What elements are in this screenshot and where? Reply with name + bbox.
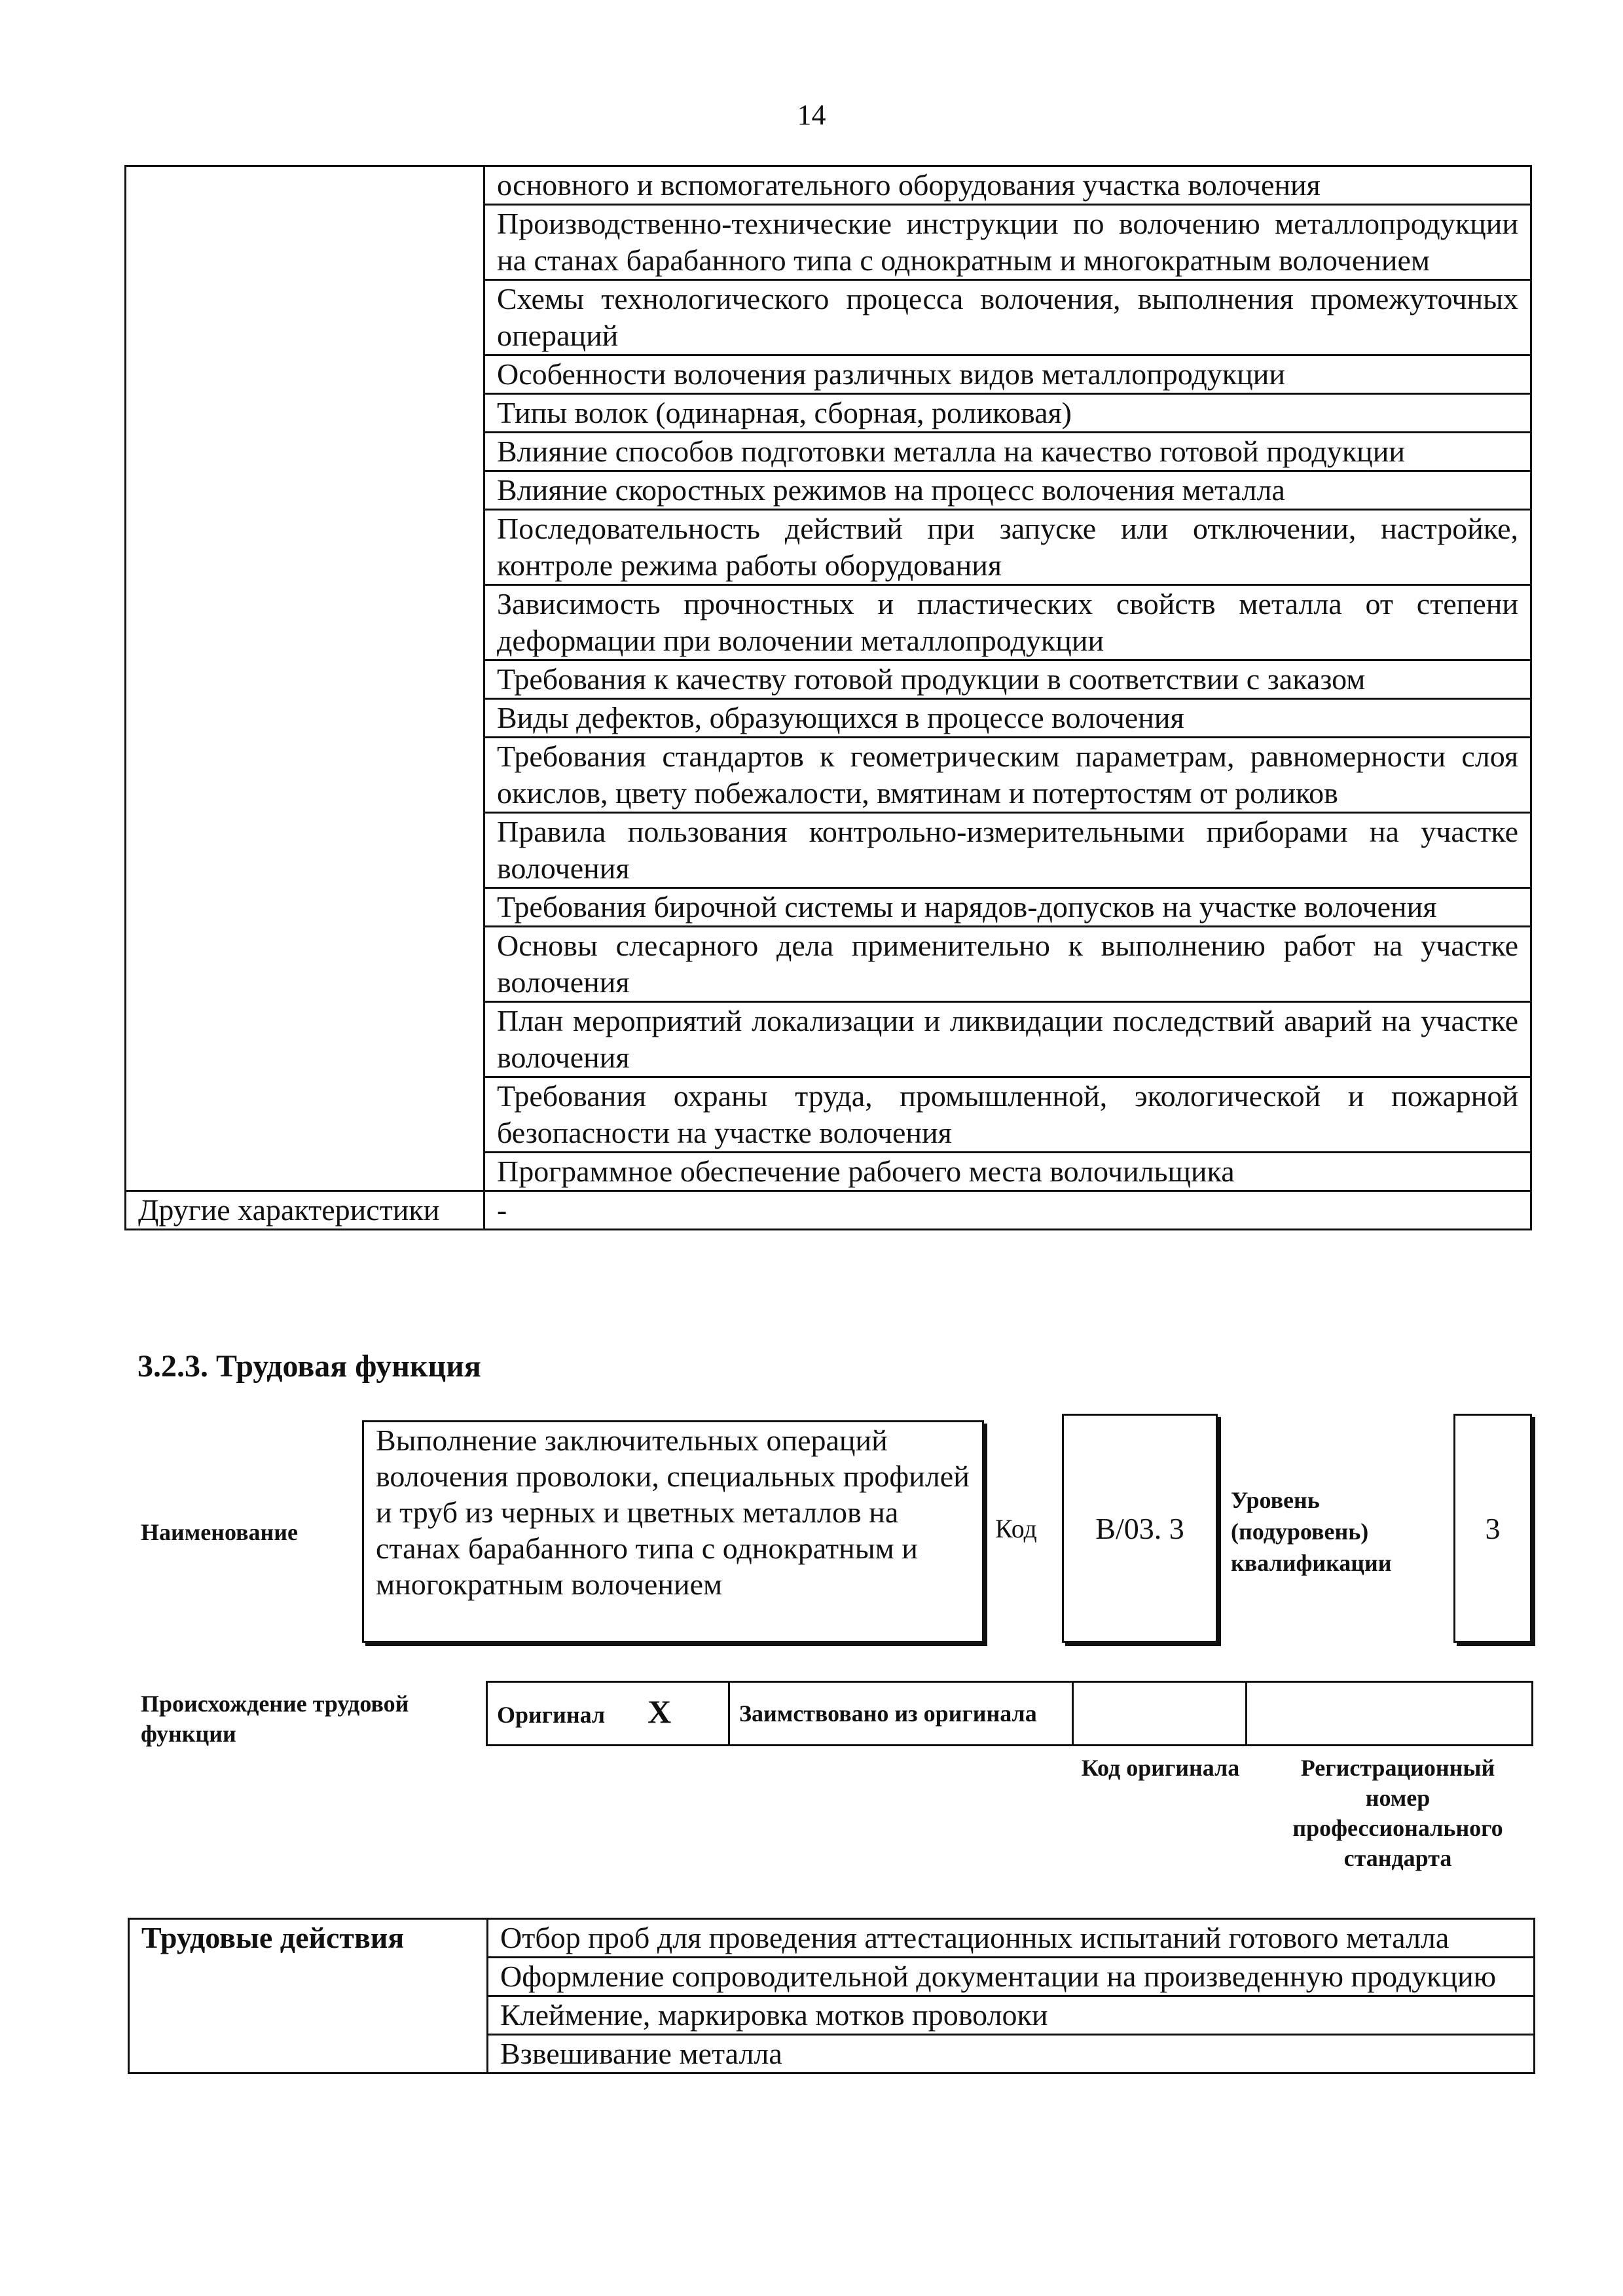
borrowed-cell: Заимствовано из оригинала bbox=[729, 1682, 1073, 1746]
original-mark: X bbox=[647, 1693, 672, 1730]
action-item: Оформление сопроводительной документации на произведенную продукцию bbox=[488, 1958, 1535, 1996]
actions-label: Трудовые действия bbox=[129, 1919, 488, 2073]
original-code-caption: Код оригинала bbox=[1081, 1755, 1240, 1781]
knowledge-item: Особенности волочения различных видов металлопродукции bbox=[484, 355, 1531, 394]
knowledge-item: Типы волок (одинарная, сборная, роликовая) bbox=[484, 394, 1531, 433]
knowledge-item: Схемы технологического процесса волочения, выполнения промежуточных операций bbox=[484, 280, 1531, 355]
knowledge-item: основного и вспомогательного оборудования участка волочения bbox=[484, 166, 1531, 205]
knowledge-item: Влияние скоростных режимов на процесс волочения металла bbox=[484, 471, 1531, 510]
knowledge-item: Программное обеспечение рабочего места волочильщика bbox=[484, 1153, 1531, 1191]
knowledge-item: Производственно-технические инструкции по волочению металлопродукции на станах барабанного типа с однократным и многократным волочением bbox=[484, 205, 1531, 280]
knowledge-item: Требования к качеству готовой продукции в соответствии с заказом bbox=[484, 660, 1531, 699]
qualification-level-label: Уровень (подуровень) квалификации bbox=[1231, 1487, 1392, 1576]
table-row bbox=[126, 166, 1531, 205]
knowledge-item: Влияние способов подготовки металла на качество готовой продукции bbox=[484, 433, 1531, 471]
knowledge-table bbox=[124, 165, 1532, 1230]
table-row bbox=[126, 1191, 1531, 1230]
function-name-text: Выполнение заключительных операций волочения проволоки, специальных профилей и труб из черных и цветных металлов на станах барабанного типа с однократным и многократным волочением bbox=[376, 1424, 970, 1601]
action-item: Клеймение, маркировка мотков проволоки bbox=[488, 1996, 1535, 2035]
origin-label: Происхождение трудовой функции bbox=[141, 1691, 409, 1747]
knowledge-item: Требования стандартов к геометрическим параметрам, равномерности слоя окислов, цвету побежалости, вмятинам и потертостям от роликов bbox=[484, 738, 1531, 813]
actions-table bbox=[128, 1918, 1535, 2074]
knowledge-item: План мероприятий локализации и ликвидации последствий аварий на участке волочения bbox=[484, 1002, 1531, 1077]
origin-original-cell bbox=[487, 1682, 729, 1746]
qualification-level-box bbox=[1453, 1414, 1532, 1643]
knowledge-item: Виды дефектов, образующихся в процессе волочения bbox=[484, 699, 1531, 738]
original-code-cell bbox=[1073, 1682, 1247, 1746]
action-item: Отбор проб для проведения аттестационных испытаний готового металла bbox=[488, 1919, 1535, 1958]
page-number: 14 bbox=[797, 99, 826, 131]
knowledge-item: Зависимость прочностных и пластических свойств металла от степени деформации при волочении металлопродукции bbox=[484, 585, 1531, 660]
code-box bbox=[1062, 1414, 1218, 1643]
original-label: Оригинал bbox=[497, 1701, 606, 1728]
code-label: Код bbox=[995, 1514, 1037, 1543]
registration-number-cell bbox=[1247, 1682, 1533, 1746]
qualification-level-value: 3 bbox=[1485, 1511, 1501, 1545]
code-value: В/03. 3 bbox=[1095, 1511, 1184, 1545]
origin-table bbox=[486, 1681, 1533, 1746]
knowledge-item: Правила пользования контрольно-измерительными приборами на участке волочения bbox=[484, 813, 1531, 888]
knowledge-item: Требования бирочной системы и нарядов-допусков на участке волочения bbox=[484, 888, 1531, 927]
action-item: Взвешивание металла bbox=[488, 2035, 1535, 2073]
name-label: Наименование bbox=[141, 1519, 298, 1545]
function-name-box bbox=[362, 1420, 984, 1643]
knowledge-item: Последовательность действий при запуске или отключении, настройке, контроле режима работы оборудования bbox=[484, 510, 1531, 585]
knowledge-item: Требования охраны труда, промышленной, экологической и пожарной безопасности на участке волочения bbox=[484, 1077, 1531, 1153]
table-row bbox=[129, 1919, 1535, 1958]
knowledge-item: Основы слесарного дела применительно к выполнению работ на участке волочения bbox=[484, 927, 1531, 1002]
other-characteristics-value: - bbox=[484, 1191, 1531, 1230]
registration-number-caption: Регистрационный номер профессионального стандарта bbox=[1292, 1755, 1503, 1871]
section-heading: 3.2.3. Трудовая функция bbox=[137, 1349, 481, 1384]
other-characteristics-label: Другие характеристики bbox=[126, 1191, 484, 1230]
knowledge-label-cell bbox=[126, 166, 484, 1191]
table-row bbox=[487, 1682, 1533, 1746]
